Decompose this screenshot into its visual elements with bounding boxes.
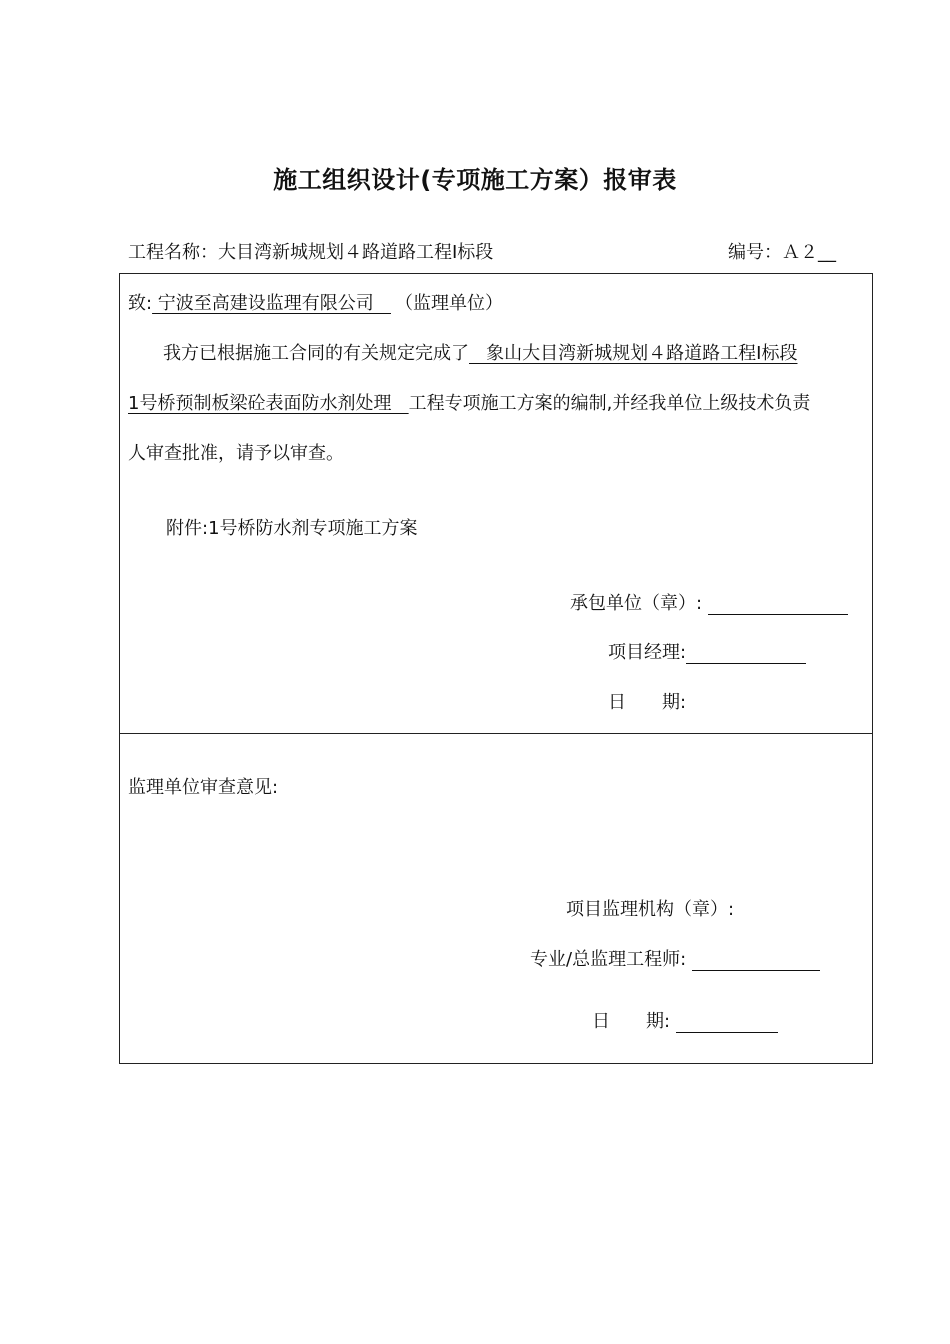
project-manager-label: 项目经理: [608, 642, 687, 663]
contractor-stamp-line [570, 589, 848, 615]
contractor-stamp-blank[interactable] [708, 596, 848, 615]
project-manager-line [608, 638, 806, 664]
supervisor-date-line [592, 1007, 778, 1033]
form-title: 施工组织设计(专项施工方案）报审表 [273, 166, 677, 194]
supervising-engineer-line [530, 945, 820, 971]
contractor-stamp-label: 承包单位（章）: [570, 593, 703, 614]
addressee-line [128, 289, 503, 315]
supervisor-date-blank[interactable] [676, 1014, 778, 1033]
supervising-engineer-blank[interactable] [692, 952, 820, 971]
para-line1-prefix: 我方已根据施工合同的有关规定完成了 [163, 343, 469, 364]
scheme-fill-in: 1号桥预制板梁砼表面防水剂处理 [128, 393, 409, 414]
to-prefix: 致: [128, 293, 153, 314]
serial-label: 编号：Ａ２ [728, 242, 818, 263]
supervision-org-stamp-line: 项目监理机构（章）: [566, 899, 735, 920]
supervision-unit-name: 宁波至高建设监理有限公司 [152, 293, 391, 314]
project-name: 工程名称：大目湾新城规划４路道路工程Ⅰ标段 [128, 242, 494, 263]
para-line2-rest: 工程专项施工方案的编制,并经我单位上级技术负责 [408, 393, 811, 414]
supervisor-opinion-label: 监理单位审查意见: [128, 777, 279, 798]
paragraph-line-3: 人审查批准，请予以审查。 [128, 443, 344, 464]
contractor-date-line: 日 期: [608, 692, 687, 713]
paragraph-line-2 [128, 389, 810, 415]
project-manager-blank[interactable] [686, 645, 806, 664]
supervising-engineer-label: 专业/总监理工程师: [530, 949, 687, 970]
unit-type-note: （监理单位） [394, 293, 503, 314]
serial-blank: __ [818, 242, 836, 263]
project-fill-in: 象山大目湾新城规划４路道路工程Ⅰ标段 [469, 343, 798, 364]
supervisor-date-label: 日 期: [592, 1011, 671, 1032]
paragraph-line-1 [163, 339, 797, 365]
attachment-note: 附件:1号桥防水剂专项施工方案 [166, 518, 418, 539]
serial-number [728, 238, 836, 264]
